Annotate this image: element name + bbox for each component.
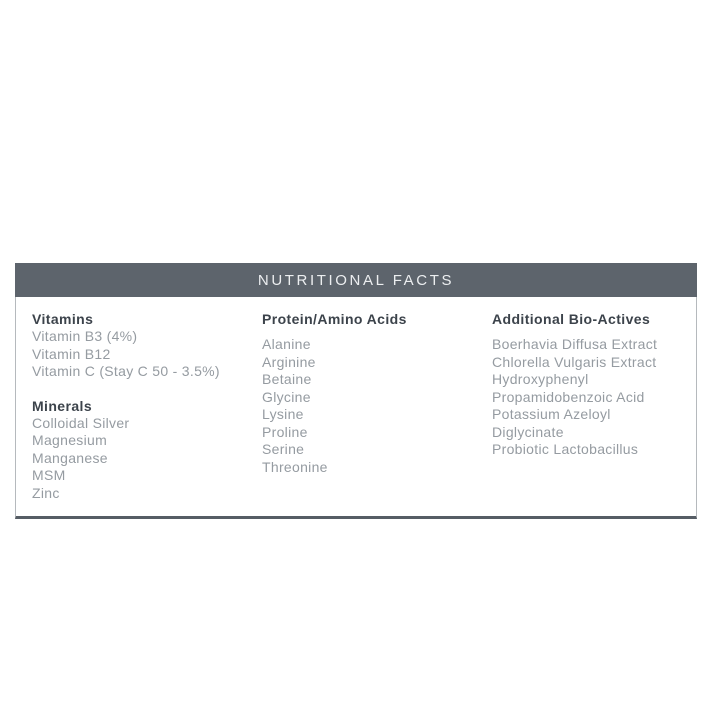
minerals-list (32, 415, 262, 503)
list-item-amino-acid: Lysine (262, 406, 304, 422)
list-item-bio-active: Potassium Azeloyl (492, 406, 611, 422)
list-item-amino-acid: Serine (262, 441, 305, 457)
list-item-amino-acid: Arginine (262, 353, 316, 370)
list-item-mineral: MSM (32, 467, 66, 483)
panel-title: NUTRITIONAL FACTS (257, 271, 455, 289)
list-item-bio-active: Probiotic Lactobacillus (492, 441, 639, 457)
vitamins-list (32, 328, 262, 381)
amino-acids-list (262, 336, 492, 476)
list-item-vitamin: Vitamin B3 (4%) (32, 328, 138, 344)
list-item-bio-active: Chlorella Vulgaris Extract (492, 353, 657, 370)
section-heading-minerals: Minerals (32, 397, 92, 414)
panel-body (15, 297, 697, 519)
column-amino-acids (262, 310, 492, 476)
list-item-mineral: Magnesium (32, 432, 108, 448)
list-item-mineral: Colloidal Silver (32, 414, 130, 431)
list-item-amino-acid: Betaine (262, 371, 312, 387)
list-item-vitamin: Vitamin B12 (32, 345, 111, 362)
panel-header (15, 263, 697, 297)
list-item-amino-acid: Proline (262, 423, 308, 440)
section-heading-amino-acids: Protein/Amino Acids (262, 311, 407, 327)
list-item-mineral: Manganese (32, 449, 108, 466)
list-item-vitamin: Vitamin C (Stay C 50 - 3.5%) (32, 363, 220, 379)
section-heading-bio-actives: Additional Bio-Actives (492, 311, 651, 327)
list-item-bio-active: Diglycinate (492, 423, 564, 440)
column-bio-actives (492, 310, 696, 459)
list-item-bio-active: Hydroxyphenyl (492, 371, 589, 387)
nutritional-facts-panel (15, 263, 697, 519)
bio-actives-list (492, 336, 696, 459)
list-item-bio-active: Boerhavia Diffusa Extract (492, 336, 658, 352)
list-item-amino-acid: Threonine (262, 458, 328, 475)
list-item-bio-active: Propamidobenzoic Acid (492, 388, 645, 405)
list-item-amino-acid: Alanine (262, 336, 311, 352)
list-item-amino-acid: Glycine (262, 388, 311, 405)
list-item-mineral: Zinc (32, 484, 60, 501)
column-vitamins-minerals (32, 310, 262, 502)
section-heading-vitamins: Vitamins (32, 311, 94, 327)
